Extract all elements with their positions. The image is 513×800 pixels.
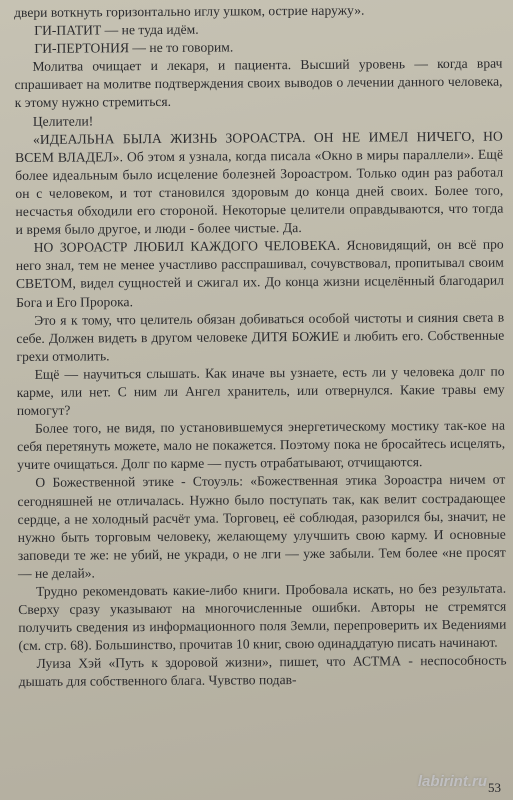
- paragraph-healers: Целители!: [32, 113, 94, 129]
- watermark-logo: labirint.ru: [417, 773, 487, 790]
- paragraph-prayer: Молитва очищает и лекаря, и пациента. Высший уровень — когда врач спрашивает на молитве подтверждения своих выводов о лечении данного человека, к этому нужно стремиться.: [14, 55, 503, 111]
- paragraph-listen: Ещё — научиться слышать. Как иначе вы узнаете, есть ли у человека долг по карме, или нет. С ним ли Ангел хранитель, или отвернулся. Какие травы ему помогут?: [16, 363, 505, 419]
- paragraph-1: двери воткнуть горизонтально иглу ушком, острие наружу».: [14, 2, 365, 20]
- paragraph-gi-patit: ГИ-ПАТИТ — не туда идём.: [34, 21, 199, 38]
- paragraph-purity: Это я к тому, что целитель обязан добиваться особой чистоты и сияния света в себе. Должен видеть в другом человеке ДИТЯ БОЖИЕ и любить его. Собственные грехи отмолить.: [16, 309, 505, 364]
- paragraph-zoroaster-life: «ИДЕАЛЬНА БЫЛА ЖИЗНЬ ЗОРОАСТРА. ОН НЕ ИМЕЛ НИЧЕГО, НО ВСЕМ ВЛАДЕЛ». Об этом я узнала, когда писала «Окно в миры параллели». Ещё более идеальным было исцеление болезней Зороастром. Только один раз работал он с человеком, и тот становился здоровым до конца дней своих. Более того, несчастья обходили его стороной. Некоторые целители оправдываются, что тогда и время было другое, и люди - более чистые. Да.: [15, 128, 504, 238]
- paragraph-ethics: О Божественной этике - Стоуэль: «Божественная этика Зороастра ничем от сегодняшней не отличалась. Нужно было поступать так, как велит сострадающее сердце, а не холодный расчёт ума. Торговец, её соблюдая, разорился бы, значит, не нужно быть торговым человеку, желающему улучшить свою карму. И основные заповеди те же: не убий, не укради, о не лги — уже забыли. Тем более «не просят — не делай».: [17, 472, 506, 581]
- paragraph-gi-pertoniya: ГИ-ПЕРТОНИЯ — не то говорим.: [34, 39, 234, 57]
- page-number: 53: [488, 780, 501, 795]
- book-page: [14, 1, 507, 692]
- paragraph-louise-hay: Луиза Хэй «Путь к здоровой жизни», пишет, что АСТМА - неспособность дышать для собственного блага. Чувство подав-: [18, 652, 507, 690]
- paragraph-books: Трудно рекомендовать какие-либо книги. Пробовала искать, но без результата. Сверху сразу указывают на многочисленные ошибки. Авторы не стремятся получить сведения из информационного поля Земли, перепроверить их Ведениями (см. стр. 68). Большинство, прочитав 10 книг, свою одинаддатую писать начинают.: [18, 580, 507, 654]
- paragraph-bridge: Более того, не видя, по установившемуся энергетическому мостику так-кое на себя перетянуть можете, мало не покажется. Поэтому пока не бросайтесь исцелять, учите очищаться. Долг по карме — пусть отрабатывают, отчищаются.: [17, 417, 506, 473]
- paragraph-zoroaster-loved: НО ЗОРОАСТР ЛЮБИЛ КАЖДОГО ЧЕЛОВЕКА. Ясновидящий, он всё про него знал, тем не менее участливо расспрашивал, сочувствовал, пропитывал своим СВЕТОМ, видел сущностей и сжигал их. До конца жизни исцелённый благодарил Бога и Его Пророка.: [15, 236, 504, 310]
